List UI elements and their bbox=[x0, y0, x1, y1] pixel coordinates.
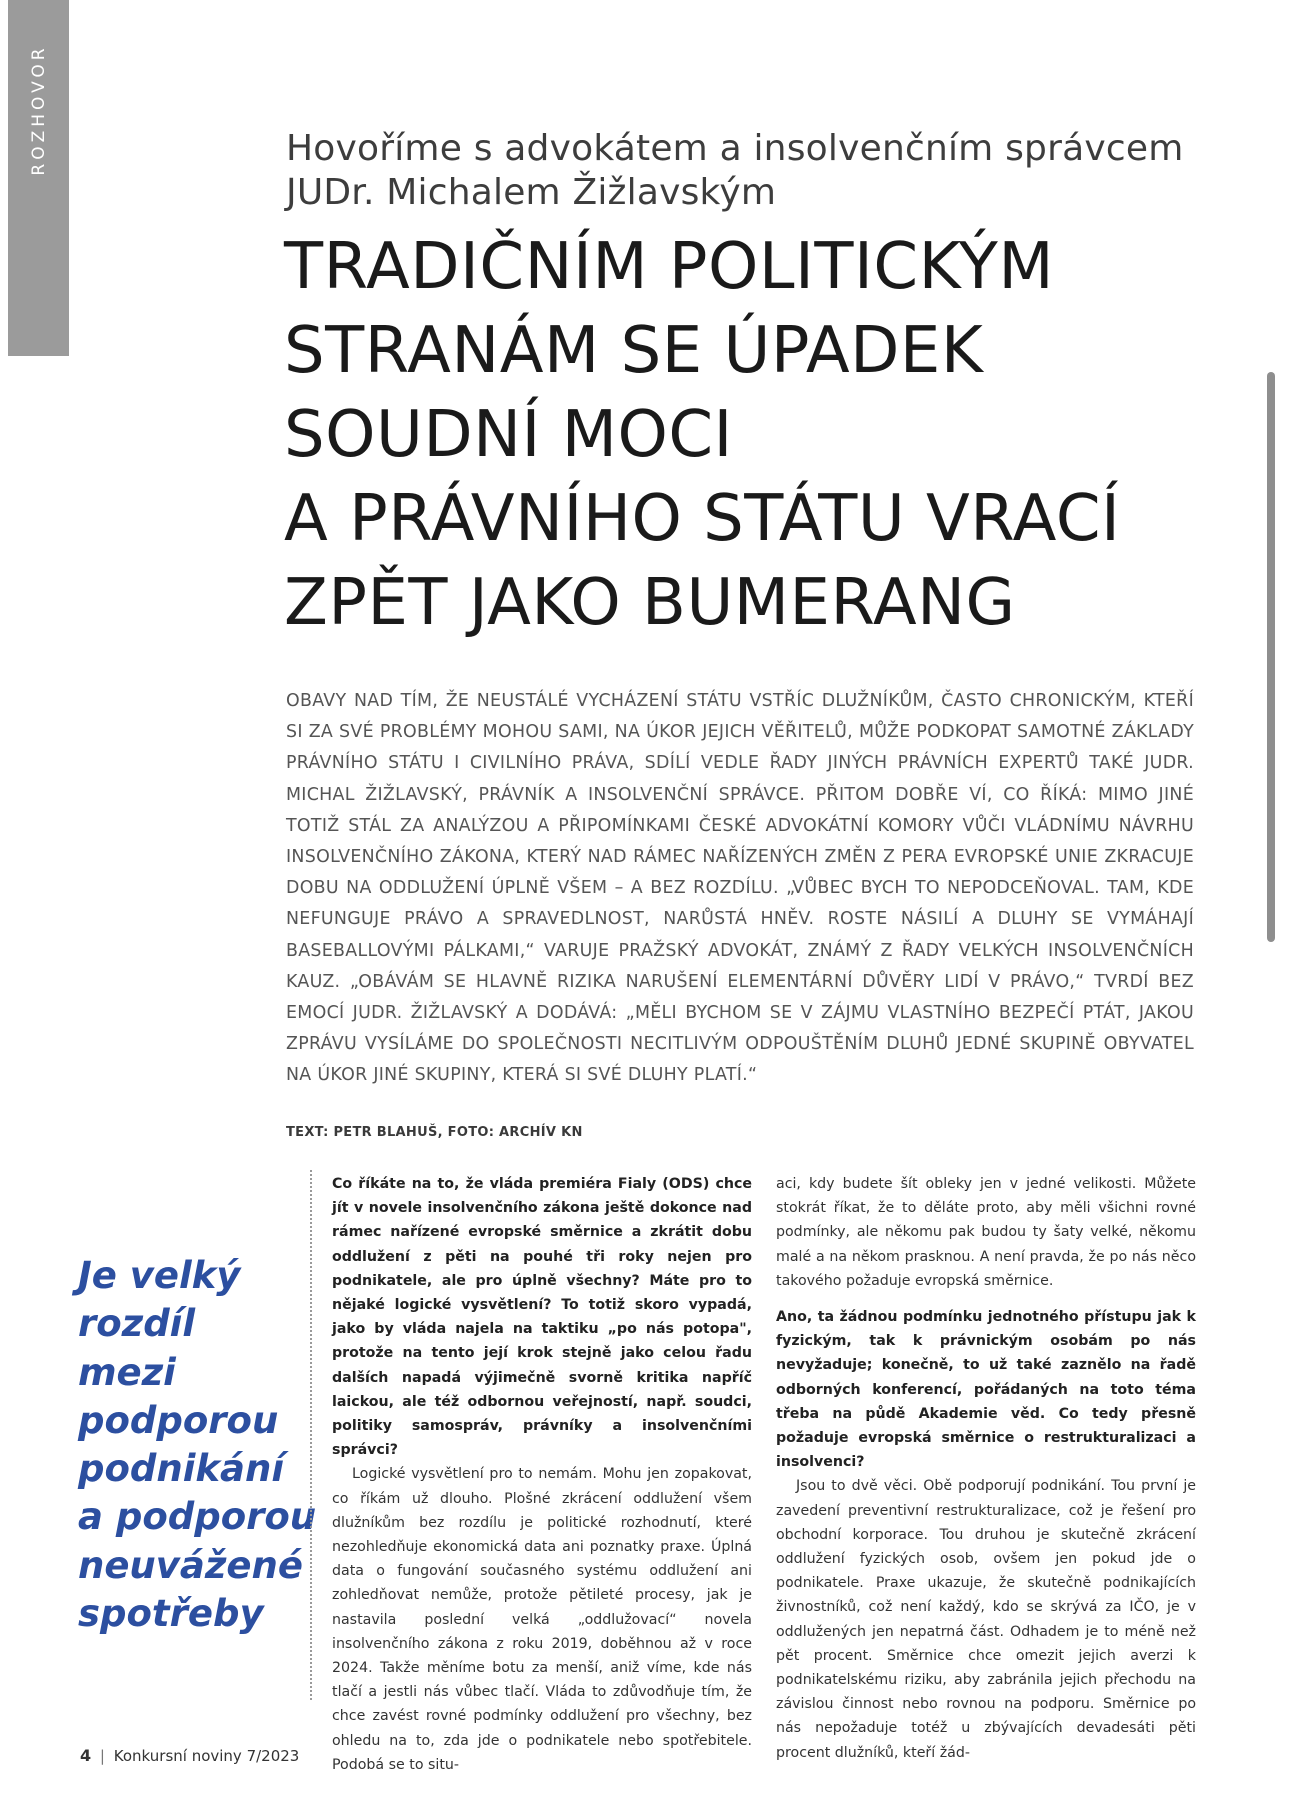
article-column-2 bbox=[776, 1172, 1196, 1765]
pull-quote-line: neuvážené bbox=[78, 1543, 303, 1587]
interview-question: Ano, ta žádnou podmínku jednotného přístupu jak k fyzickým, tak k právnickým osobám po nás nevyžaduje; konečně, to už také zaznělo na řadě odborných konferencí, pořádaných na toto téma třeba na půdě Akademie věd. Co tedy přesně požaduje evropská směrnice o restrukturalizaci a insolvenci? bbox=[776, 1309, 1196, 1471]
article-lead: OBAVY NAD TÍM, ŽE NEUSTÁLÉ VYCHÁZENÍ STÁTU VSTŘÍC DLUŽNÍKŮM, ČASTO CHRONICKÝM, KTEŘÍ SI ZA SVÉ PROBLÉMY MOHOU SAMI, NA ÚKOR JEJICH VĚŘITELŮ, MŮŽE PODKOPAT SAMOTNÉ ZÁKLADY PRÁVNÍHO STÁTU I CIVILNÍHO PRÁVA, SDÍLÍ VEDLE ŘADY JINÝCH PRÁVNÍCH EXPERTŮ TAKÉ JUDR. MICHAL ŽIŽLAVSKÝ, PRÁVNÍK A INSOLVENČNÍ SPRÁVCE. PŘITOM DOBŘE VÍ, CO ŘÍKÁ: MIMO JINÉ TOTIŽ STÁL ZA ANALÝZOU A PŘIPOMÍNKAMI ČESKÉ ADVOKÁTNÍ KOMORY VŮČI VLÁDNÍMU NÁVRHU INSOLVENČNÍHO ZÁKONA, KTERÝ NAD RÁMEC NAŘÍZENÝCH ZMĚN Z PERA EVROPSKÉ UNIE ZKRACUJE DOBU NA ODDLUŽENÍ ÚPLNĚ VŠEM – A BEZ ROZDÍLU. „VŮBEC BYCH TO NEPODCEŇOVAL. TAM, KDE NEFUNGUJE PRÁVO A SPRAVEDLNOST, NARŮSTÁ HNĚV. ROSTE NÁSILÍ A DLUHY SE VYMÁHAJÍ BASEBALLOVÝMI PÁLKAMI,“ VARUJE PRAŽSKÝ ADVOKÁT, ZNÁMÝ Z ŘADY VELKÝCH INSOLVENČNÍCH KAUZ. „OBÁVÁM SE HLAVNĚ RIZIKA NARUŠENÍ ELEMENTÁRNÍ DŮVĚRY LIDÍ V PRÁVO,“ TVRDÍ BEZ EMOCÍ JUDR. ŽIŽLAVSKÝ A DODÁVÁ: „MĚLI BYCHOM SE V ZÁJMU VLASTNÍHO BEZPEČÍ PTÁT, JAKOU ZPRÁVU VYSÍLÁME DO SPOLEČNOSTI NECITLIVÝM ODPOUŠTĚNÍM DLUHŮ JEDNÉ SKUPINĚ OBYVATEL NA ÚKOR JINÉ SKUPINY, KTERÁ SI SVÉ DLUHY PLATÍ.“ bbox=[286, 691, 1194, 1086]
pull-quote-line: mezi bbox=[78, 1350, 176, 1394]
headline-line: STRANÁM SE ÚPADEK bbox=[284, 314, 984, 388]
scrollbar[interactable] bbox=[1267, 372, 1275, 942]
pull-quote-line: spotřeby bbox=[78, 1592, 264, 1636]
publication-name: Konkursní noviny 7/2023 bbox=[113, 1747, 300, 1765]
interview-answer: Logické vysvětlení pro to nemám. Mohu jen zopakovat, co říkám už dlouho. Plošné zkrácení oddlužení všem dlužníkům bez rozdílu je politické rozhodnutí, které nezohledňuje ekonomická data ani poznatky praxe. Úplná data o fungování současného systému oddlužení ani zohledňovat nemůže, protože pětileté procesy, jak je nastavila poslední velká „oddlužovací“ novela insolvenčního zákona z roku 2019, doběhnou až v roce 2024. Takže měníme botu za menší, aniž víme, kde nás tlačí a jestli nás vůbec tlačí. Vláda to zdůvodňuje tím, že chce zavést rovné podmínky oddlužení pro všechny, bez ohledu na to, zda jde o podnikatele nebo spotřebitele. Podobá se to situ- bbox=[332, 1466, 752, 1773]
article-subtitle bbox=[286, 127, 1226, 215]
interview-answer: Jsou to dvě věci. Obě podporují podnikání. Tou první je zavedení preventivní restrukturalizace, což je řešení pro obchodní korporace. Tou druhou je skutečně zkrácení oddlužení fyzických osob, ovšem jen pokud jde o podnikatele. Praxe ukazuje, že skutečně podnikajících živnostníků, což není každý, kdo se skrývá za IČO, je v oddlužených jen nepatrná část. Odhadem je to méně než pět procent. Směrnice chce omezit jejich averzi k podnikatelskému riziku, aby zabránila jejich přechodu na závislou činnost nebo rovnou na podporu. Směrnice po nás nepožaduje totéž u zbývajících devadesáti pěti procent dlužníků, kteří žád- bbox=[776, 1478, 1196, 1761]
interview-answer: aci, kdy budete šít obleky jen v jedné velikosti. Můžete stokrát říkat, že to děláte proto, aby měli všichni rovné podmínky, ale někomu pak budou ty šaty velké, někomu malé a na někom prasknou. A není pravda, že po nás něco takového požaduje evropská směrnice. bbox=[776, 1176, 1196, 1289]
pull-quote-line: Je velký bbox=[78, 1254, 241, 1297]
pull-quote-line: rozdíl bbox=[78, 1302, 196, 1346]
interview-question: Co říkáte na to, že vláda premiéra Fialy (ODS) chce jít v novele insolvenčního zákona ještě dokonce nad rámec nařízené evropské směrnice a zkrátit dobu oddlužení z pěti na pouhé tři roky nejen pro podnikatele, ale pro úplně všechny? Máte pro to nějaké logické vysvětlení? To totiž skoro vypadá, jako by vláda najela na taktiku „po nás potopa", protože na tento její krok stejně jako celou řadu dalších napadá výjimečně svorně kritika napříč laickou, ale též odbornou veřejností, např. soudci, politiky samospráv, právníky a insolvenčními správci? bbox=[332, 1176, 752, 1459]
article-column-1 bbox=[332, 1172, 752, 1777]
headline-line: SOUDNÍ MOCI bbox=[284, 398, 733, 472]
subtitle-line: JUDr. Michalem Žižlavským bbox=[286, 172, 777, 213]
article-credit: TEXT: PETR BLAHUŠ, FOTO: ARCHÍV KN bbox=[286, 1125, 583, 1140]
pull-quote-line: podporou bbox=[78, 1398, 279, 1442]
article-headline bbox=[284, 225, 1244, 645]
footer-separator: | bbox=[99, 1747, 105, 1765]
subtitle-line: Hovoříme s advokátem a insolvenčním správcem bbox=[286, 128, 1184, 169]
page-number: 4 bbox=[80, 1746, 92, 1765]
pull-quote-line: podnikání bbox=[78, 1447, 285, 1491]
headline-line: ZPĚT JAKO BUMERANG bbox=[284, 566, 1016, 640]
headline-line: TRADIČNÍM POLITICKÝM bbox=[284, 230, 1055, 304]
pull-quote-line: a podporou bbox=[78, 1495, 317, 1539]
page-footer bbox=[80, 1746, 299, 1765]
column-divider bbox=[310, 1170, 312, 1700]
pull-quote bbox=[78, 1252, 317, 1638]
section-tab bbox=[8, 0, 69, 356]
section-label: ROZHOVOR bbox=[28, 44, 49, 176]
headline-line: A PRÁVNÍHO STÁTU VRACÍ bbox=[284, 482, 1121, 556]
